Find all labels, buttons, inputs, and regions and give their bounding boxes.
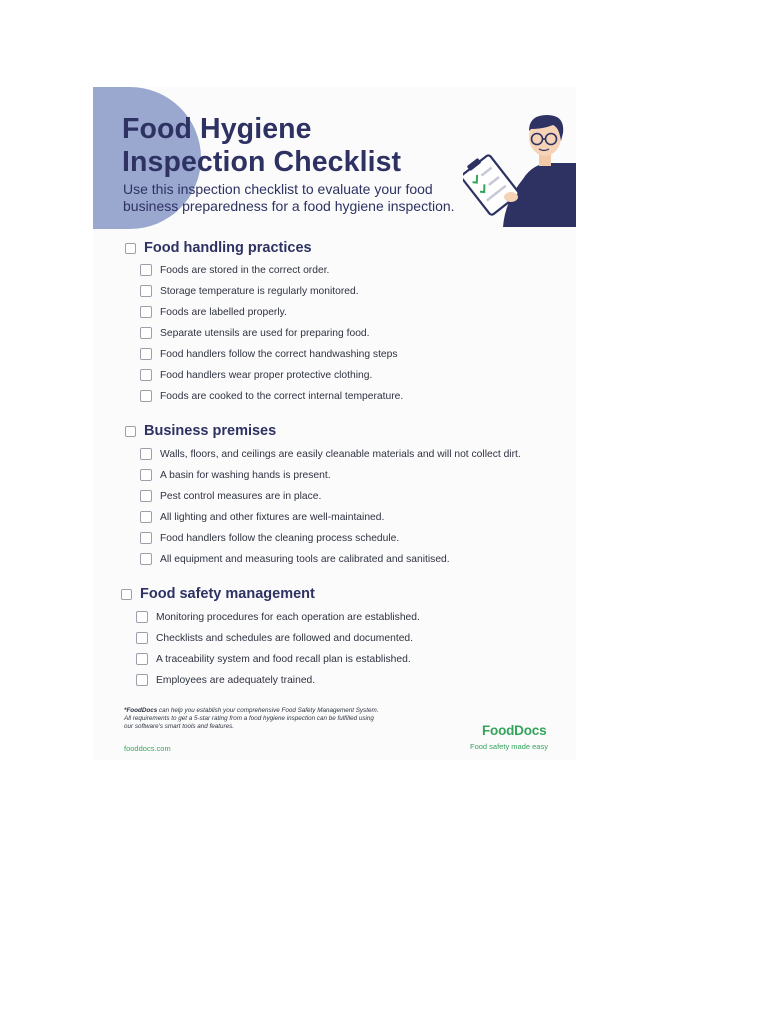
item-label: Food handlers wear proper protective clothing. — [160, 369, 373, 381]
section-title: Food handling practices — [144, 240, 312, 256]
section-title: Food safety management — [140, 586, 315, 602]
list-item — [140, 488, 321, 504]
footer-note — [124, 707, 444, 731]
list-item — [140, 304, 287, 320]
list-item — [136, 651, 411, 667]
list-item — [140, 367, 372, 383]
item-label: Food handlers follow the correct handwashing steps — [160, 348, 398, 360]
checkbox-icon[interactable] — [140, 348, 152, 360]
list-item — [140, 446, 521, 462]
title-line: Food Hygiene — [122, 113, 312, 145]
checkbox-icon[interactable] — [140, 490, 152, 502]
footer-note-line: our software's smart tools and features. — [124, 723, 235, 730]
list-item — [140, 388, 403, 404]
item-label: Storage temperature is regularly monitored. — [160, 285, 359, 297]
section-header — [125, 238, 312, 258]
section-header — [125, 421, 276, 441]
checkbox-icon[interactable] — [140, 285, 152, 297]
checkbox-icon[interactable] — [140, 306, 152, 318]
checkbox-icon[interactable] — [140, 390, 152, 402]
list-item — [140, 467, 331, 483]
checkbox-icon[interactable] — [140, 264, 152, 276]
footer-note-brand: *FoodDocs — [124, 707, 158, 714]
checkbox-icon[interactable] — [140, 532, 152, 544]
checkbox-icon[interactable] — [136, 611, 148, 623]
item-label: Pest control measures are in place. — [160, 490, 322, 502]
item-label: Food handlers follow the cleaning process schedule. — [160, 532, 400, 544]
subtitle-line: business preparedness for a food hygiene inspection. — [123, 198, 455, 214]
subtitle-line: Use this inspection checklist to evaluate your food — [123, 181, 433, 197]
list-item — [136, 672, 315, 688]
checkbox-icon[interactable] — [136, 632, 148, 644]
section-title: Business premises — [144, 423, 277, 439]
list-item — [140, 262, 329, 278]
section-header — [121, 584, 315, 604]
list-item — [136, 630, 413, 646]
list-item — [140, 530, 399, 546]
list-item — [136, 609, 420, 625]
item-label: A basin for washing hands is present. — [160, 469, 331, 481]
checklist-page — [93, 87, 576, 760]
item-label: All lighting and other fixtures are well-maintained. — [160, 511, 385, 523]
item-label: Monitoring procedures for each operation are established. — [156, 611, 420, 623]
checkbox-icon[interactable] — [140, 469, 152, 481]
item-label: Foods are labelled properly. — [160, 306, 287, 318]
footer-note-line — [124, 707, 444, 715]
item-label: A traceability system and food recall plan is established. — [156, 653, 411, 665]
title-line: Inspection Checklist — [122, 146, 402, 178]
footer-note-text: can help you establish your comprehensive Food Safety Management System. — [157, 707, 379, 714]
item-label: Separate utensils are used for preparing food. — [160, 327, 370, 339]
page-subtitle — [123, 181, 503, 215]
item-label: Walls, floors, and ceilings are easily cleanable materials and will not collect dirt. — [160, 448, 521, 460]
checkbox-icon[interactable] — [136, 653, 148, 665]
item-label: Employees are adequately trained. — [156, 674, 316, 686]
checkbox-icon[interactable] — [140, 448, 152, 460]
brand-tagline: Food safety made easy — [470, 742, 548, 751]
footer-note-line: All requirements to get a 5-star rating from a food hygiene inspection can be fulfilled using — [124, 715, 374, 722]
checkbox-icon[interactable] — [140, 327, 152, 339]
list-item — [140, 509, 384, 525]
item-label: All equipment and measuring tools are calibrated and sanitised. — [160, 553, 450, 565]
page-title — [122, 113, 401, 179]
checkbox-icon[interactable] — [121, 589, 132, 600]
checkbox-icon[interactable] — [140, 553, 152, 565]
item-label: Checklists and schedules are followed and documented. — [156, 632, 414, 644]
checkbox-icon[interactable] — [136, 674, 148, 686]
checkbox-icon[interactable] — [125, 426, 136, 437]
checkbox-icon[interactable] — [140, 511, 152, 523]
list-item — [140, 551, 450, 567]
website-link[interactable]: fooddocs.com — [124, 744, 171, 753]
checkbox-icon[interactable] — [125, 243, 136, 254]
list-item — [140, 346, 398, 362]
list-item — [140, 325, 370, 341]
item-label: Foods are stored in the correct order. — [160, 264, 330, 276]
checkbox-icon[interactable] — [140, 369, 152, 381]
list-item — [140, 283, 359, 299]
item-label: Foods are cooked to the correct internal temperature. — [160, 390, 404, 402]
clipboard-person-illustration-icon — [463, 101, 576, 227]
brand-logo: FoodDocs — [482, 723, 547, 738]
